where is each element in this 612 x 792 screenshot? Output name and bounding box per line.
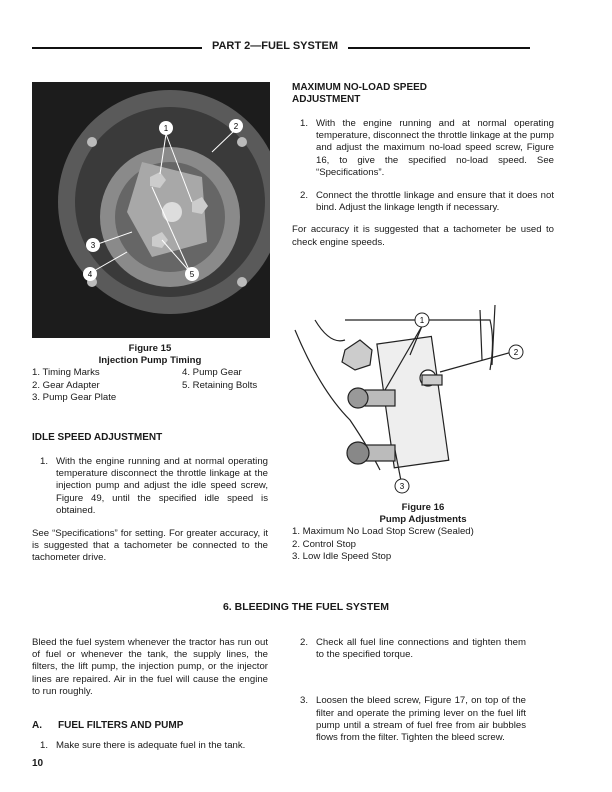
step	[300, 695, 526, 744]
step-text: With the engine running and at normal operating temperature disconnect the throttle linkage at the injection pump and adjust the idle speed screw, Figure 49, until the specified idle speed is obtained.	[56, 456, 268, 516]
callout-1: 1	[163, 124, 169, 133]
legend-item: 1. Timing Marks	[32, 367, 100, 379]
step-text: Check all fuel line connections and tighten them to the specified torque.	[316, 637, 526, 661]
bleeding-right-column	[300, 637, 526, 744]
legend-item: 3. Low Idle Speed Stop	[292, 550, 392, 562]
step-text: With the engine running and at normal operating temperature, disconnect the throttle linkage at the pump and adjust the maximum no-load speed screw, Figure 16, to give the specified no-load speed. See “Specifications”.	[316, 118, 554, 178]
callout-2: 2	[233, 122, 239, 131]
section-heading-bleeding: 6. BLEEDING THE FUEL SYSTEM	[222, 601, 390, 613]
step-text: Loosen the bleed screw, Figure 17, on top of the filter and operate the priming lever on the fuel lift pump until a stream of fuel free from air bubbles flows from the filter. Tighten the bleed screw.	[316, 695, 526, 744]
step-number: 1.	[40, 456, 49, 467]
callout-2: 2	[513, 348, 519, 357]
step-number: 1.	[40, 740, 49, 752]
figure-16-drawing	[290, 300, 530, 498]
max-speed-section	[292, 82, 554, 249]
legend-item: 2. Gear Adapter	[32, 379, 100, 391]
callout-3: 3	[399, 482, 405, 491]
subsection-letter: A.	[32, 720, 42, 732]
section-heading: IDLE SPEED ADJUSTMENT	[32, 432, 163, 443]
step-text: Connect the throttle linkage and ensure that it does not bind. Adjust the linkage length if necessary.	[316, 190, 554, 214]
legend-item: 5. Retaining Bolts	[182, 379, 258, 391]
section-heading: MAXIMUM NO-LOAD SPEED ADJUSTMENT	[292, 82, 427, 105]
callout-1: 1	[419, 316, 425, 325]
figure-15-legend	[32, 367, 268, 404]
legend-item: 4. Pump Gear	[182, 367, 242, 379]
figure-15-photo	[32, 82, 270, 338]
header-rule-right	[348, 47, 530, 49]
callout-3: 3	[90, 241, 96, 250]
figure-16-caption	[292, 502, 554, 563]
header-rule-left	[32, 47, 202, 49]
step-number: 2.	[300, 190, 309, 202]
step-number: 2.	[300, 637, 309, 648]
figure-16-subtitle: Pump Adjustments	[379, 514, 467, 526]
paragraph: For accuracy it is suggested that a tachometer be used to check engine speeds.	[292, 224, 554, 248]
page-header: PART 2—FUEL SYSTEM	[211, 40, 339, 52]
bleeding-left-column	[32, 637, 268, 770]
step	[300, 190, 554, 214]
step	[300, 637, 526, 661]
page-number: 10	[32, 758, 44, 770]
step	[300, 118, 554, 179]
subsection-title: FUEL FILTERS AND PUMP	[58, 720, 184, 732]
callout-4: 4	[87, 270, 93, 279]
figure-15-caption	[32, 343, 268, 404]
idle-speed-section	[32, 432, 268, 565]
paragraph: Bleed the fuel system whenever the tractor has run out of fuel or whenever the tank, the supply lines, the filters, the lift pump, the injection pump, or the injector lines are repaired. Air in the fuel will cause the engine to run roughly.	[32, 637, 268, 697]
callout-5: 5	[189, 270, 195, 279]
subsection-heading	[32, 720, 268, 732]
figure-15-title: Figure 15	[128, 343, 172, 354]
step	[40, 740, 268, 752]
legend-item: 3. Pump Gear Plate	[32, 391, 117, 403]
step	[40, 456, 268, 517]
figure-16-title: Figure 16	[401, 502, 445, 513]
legend-item: 1. Maximum No Load Stop Screw (Sealed)	[292, 526, 474, 538]
paragraph: See “Specifications” for setting. For greater accuracy, it is suggested that a tachometer be connected to the tachometer drive.	[32, 528, 268, 564]
legend-item: 2. Control Stop	[292, 538, 356, 550]
step-text: Make sure there is adequate fuel in the tank.	[56, 740, 246, 752]
step-number: 1.	[300, 118, 309, 129]
step-number: 3.	[300, 695, 309, 707]
figure-15-subtitle: Injection Pump Timing	[98, 355, 202, 367]
